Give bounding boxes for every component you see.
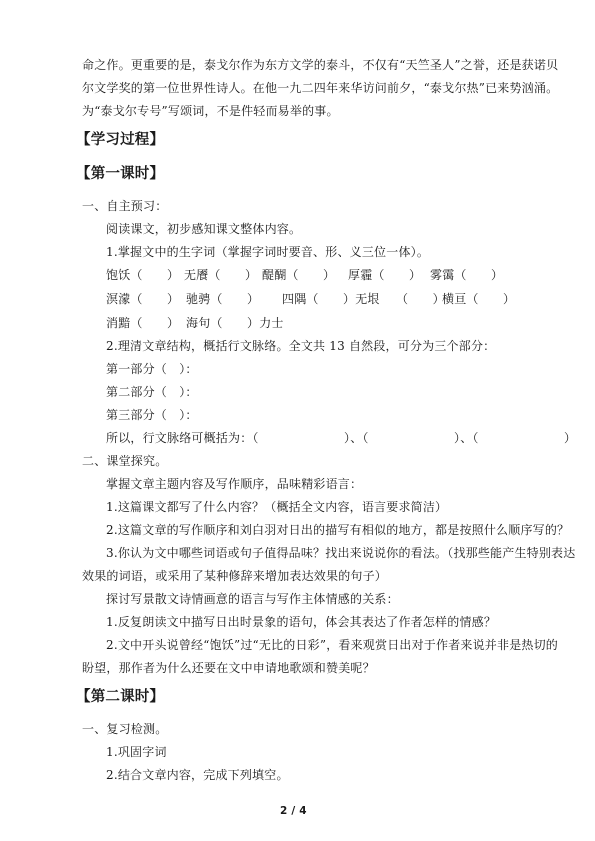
text-line: 掌握文章主题内容及写作顺序，品味精彩语言： [106,477,363,491]
page-number: 2 / 4 [280,805,307,817]
text-line: 2.结合文章内容，完成下列填空。 [106,768,289,782]
subsection-title: 一、复习检测。 [82,722,168,736]
section-heading: 【第二课时】 [76,689,165,705]
text-line: 1.掌握文中的生字词（掌握字词时要音、形、义三位一体）。 [106,245,430,259]
paragraph-line: 为“泰戈尔专号”写颂词，不是件轻而易举的事。 [82,104,339,118]
vocab-item: 雾霭（ ） [430,268,504,282]
text-line: 1.这篇课文都写了什么内容？（概括全文内容，语言要求简洁） [106,500,448,514]
text-line: 3.你认为文中哪些词语或句子值得品味？找出来说说你的看法。（找那些能产生特别表达 [106,546,576,560]
text-line: 1.巩固字词 [106,745,167,759]
vocab-item: 厚霾（ ） [348,268,422,282]
section-heading: 【第一课时】 [76,166,165,182]
text-line: 第三部分（ ）： [106,408,198,422]
vocab-item: 四隅（ ）无垠 [282,292,380,306]
vocab-item: 消黯（ ） [106,316,180,330]
vocab-item: 溟濛（ ） [106,292,180,306]
text-line: 第二部分（ ）： [106,385,198,399]
vocab-item: （ ） [396,292,445,306]
text-line: 所以，行文脉络可概括为：（ ）、（ ）、（ ） [106,431,577,445]
vocab-item: 饱饫（ ） [106,268,180,282]
text-line: 第一部分（ ）： [106,362,198,376]
subsection-title: 一、自主预习： [82,199,168,213]
text-line: 盼望，那作者为什么还要在文中申请地歌颂和赞美呢？ [82,661,375,675]
text-line: 效果的词语，或采用了某种修辞来增加表达效果的句子） [82,569,388,583]
text-line: 2.理清文章结构，概括行文脉络。全文共 13 自然段，可分为三个部分： [106,339,496,353]
text-line: 1.反复朗读文中描写日出时景象的语句，体会其表达了作者怎样的情感？ [106,615,497,629]
paragraph-line: 命之作。更重要的是，泰戈尔作为东方文学的泰斗，不仅有“天竺圣人”之誉，还是获诺贝 [82,58,559,72]
paragraph-line: 尔文学奖的第一位世界性诗人。在他一九二四年来华访问前夕，“泰戈尔热”已来势汹涌。 [82,81,559,95]
vocab-item: 无餍（ ） [184,268,258,282]
subsection-title: 二、课堂探究。 [82,454,168,468]
text-line: 探讨写景散文诗情画意的语言与写作主体情感的关系： [106,592,399,606]
text-line: 2.这篇文章的写作顺序和刘白羽对日出的描写有相似的地方，都是按照什么顺序写的？ [106,523,570,537]
section-heading: 【学习过程】 [76,132,165,148]
text-line: 阅读课文，初步感知课文整体内容。 [106,222,302,236]
vocab-item: 醍醐（ ） [262,268,336,282]
text-line: 2.文中开头说曾经“饱饫”过“无比的日彩”，看来观赏日出对于作者来说并非是热切的 [106,638,558,652]
vocab-item: 横亘（ ） [442,292,516,306]
vocab-item: 驰骋（ ） [186,292,260,306]
vocab-item: 海句（ ）力士 [186,316,284,330]
